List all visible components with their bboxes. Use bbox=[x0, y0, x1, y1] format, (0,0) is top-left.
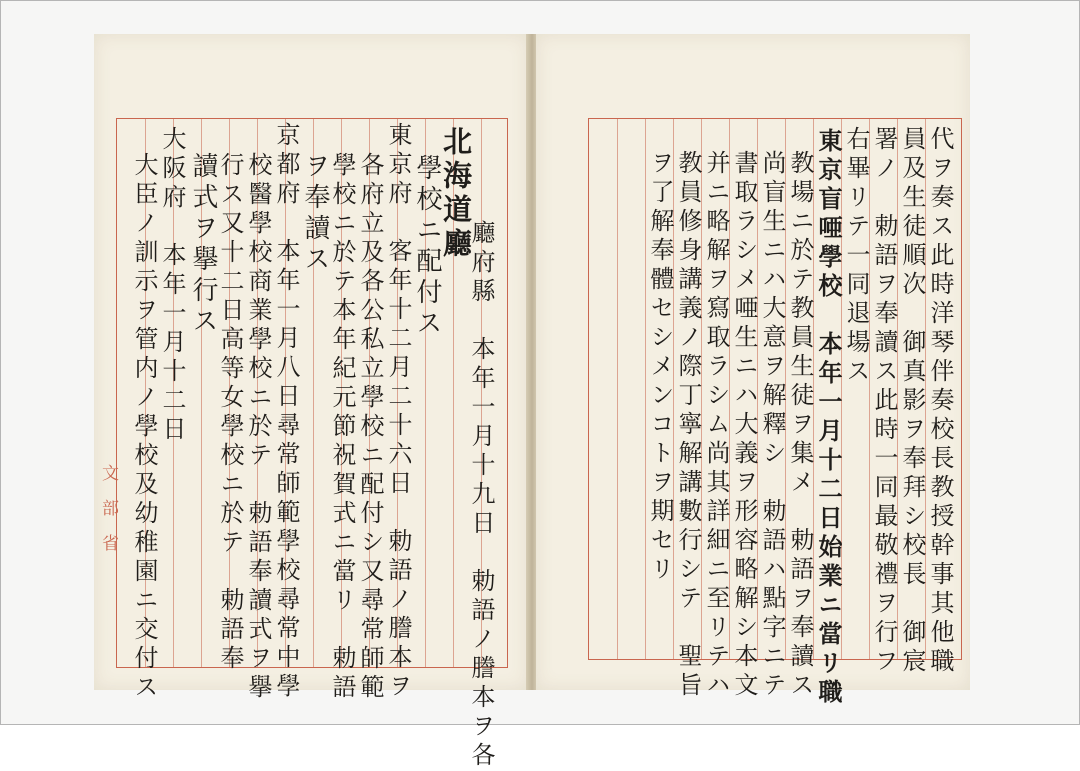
text-column: 尚盲生ニハ大意ヲ解釋シ 勅語ハ點字ニテ bbox=[758, 150, 786, 701]
text-column: 書取ラシメ唖生ニハ大義ヲ形容略解シ本文 bbox=[730, 150, 758, 701]
text-column: 校醫學校商業學校ニ於テ 勅語奉讀式ヲ擧 bbox=[244, 152, 272, 703]
text-column: ヲ奉讀ス bbox=[300, 152, 330, 276]
text-column: 署ノ 勅語ヲ奉讀ス此時一同最敬禮ヲ行フ bbox=[870, 126, 898, 677]
text-column: 行ス又十二日高等女學校ニ於テ 勅語奉 bbox=[216, 152, 244, 674]
text-column: 大阪府 本年一月十二日 bbox=[158, 126, 186, 445]
text-column: ヲ了解奉體セシメンコトヲ期セリ bbox=[646, 150, 674, 585]
text-column: 北海道廳 bbox=[439, 126, 473, 262]
text-column: 右畢リテ一同退場ス bbox=[842, 126, 870, 387]
text-column: 學校ニ配付ス bbox=[412, 154, 442, 340]
margin-stamp: 文部省 bbox=[98, 464, 118, 569]
text-column: 員及生徒順次 御真影ヲ奉拜シ校長 御宸 bbox=[898, 126, 926, 677]
text-column: 東京盲唖學校 本年一月十二日始業ニ當リ職 bbox=[814, 128, 843, 708]
text-column: 大臣ノ訓示ヲ管内ノ學校及幼稚園ニ交付ス bbox=[130, 152, 158, 703]
text-column: 京都府 本年一月八日尋常師範學校尋常中學 bbox=[272, 122, 300, 702]
text-column: 各府立及各公私立學校ニ配付シ又尋常師範 bbox=[356, 152, 384, 703]
right-page bbox=[536, 34, 970, 708]
text-column: 學校ニ於テ本年紀元節祝賀式ニ當リ 勅語 bbox=[328, 152, 356, 703]
left-page bbox=[94, 34, 528, 771]
text-column: 東京府 客年十二月二十六日 勅語ノ謄本ヲ bbox=[384, 122, 412, 702]
text-column: 教員修身講義ノ際丁寧解講數行シテ 聖旨 bbox=[674, 150, 702, 701]
text-column: 教場ニ於テ教員生徒ヲ集メ 勅語ヲ奉讀ス bbox=[786, 150, 814, 701]
open-book bbox=[94, 34, 970, 771]
text-column: 并ニ略解ヲ寫取ラシム尚其詳細ニ至リテハ bbox=[702, 150, 730, 701]
text-column: 讀式ヲ擧行ス bbox=[188, 152, 218, 338]
text-column: 廳府縣 本年一月十九日 勅語ノ謄本ヲ各 bbox=[467, 220, 495, 771]
text-column: 代ヲ奏ス此時洋琴伴奏校長教授幹事其他職 bbox=[926, 126, 954, 677]
